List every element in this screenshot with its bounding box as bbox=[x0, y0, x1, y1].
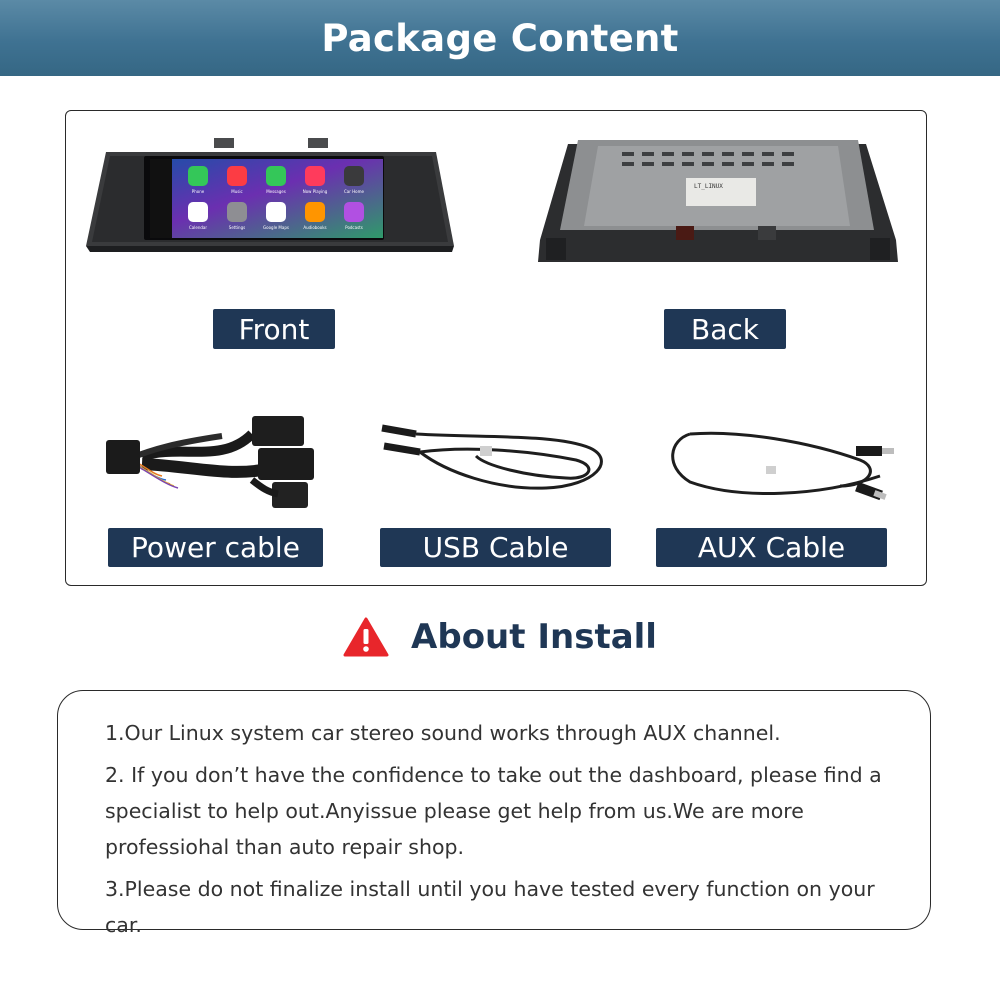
aux-cable-label: AUX Cable bbox=[656, 528, 887, 567]
app-tile-icon bbox=[344, 202, 364, 222]
app-tile-icon bbox=[227, 202, 247, 222]
header-banner bbox=[0, 0, 1000, 76]
app-tile-label: Phone bbox=[191, 189, 205, 194]
app-tile-icon bbox=[266, 166, 286, 186]
page-title: Package Content bbox=[321, 16, 679, 60]
app-tile-label: Podcasts bbox=[345, 225, 363, 230]
power-cable-image bbox=[102, 404, 322, 514]
front-label: Front bbox=[213, 309, 335, 349]
app-tile-label: Settings bbox=[228, 225, 246, 230]
app-tile-icon bbox=[344, 166, 364, 186]
app-tile-label: Car Home bbox=[344, 189, 364, 194]
install-note: 1.Our Linux system car stereo sound works through AUX channel. bbox=[105, 721, 781, 745]
usb-cable-label: USB Cable bbox=[380, 528, 611, 567]
app-tile-label: Music bbox=[231, 189, 243, 194]
app-tile-icon bbox=[305, 166, 325, 186]
back-unit-image bbox=[536, 134, 900, 266]
app-tile-icon bbox=[266, 202, 286, 222]
power-cable-label: Power cable bbox=[108, 528, 323, 567]
back-label: Back bbox=[664, 309, 786, 349]
app-tile-label: Messages bbox=[266, 189, 286, 194]
app-tile-label: Now Playing bbox=[302, 189, 328, 194]
install-note: 2. If you don’t have the confidence to take out the dashboard, please find a specialist to help out.Anyissue please get help from us.We are more professiohal than auto repair shop. bbox=[105, 763, 882, 859]
about-install-title: About Install bbox=[411, 617, 657, 657]
app-tile-icon bbox=[188, 166, 208, 186]
app-tile-label: Google Maps bbox=[263, 225, 289, 230]
back-sticker-text: LT_LINUX bbox=[694, 183, 723, 190]
app-tile-icon bbox=[227, 166, 247, 186]
aux-cable-image bbox=[660, 426, 896, 508]
app-tile-icon bbox=[305, 202, 325, 222]
app-tile-icon bbox=[188, 202, 208, 222]
install-notes-box bbox=[57, 690, 931, 937]
install-note: 3.Please do not finalize install until you have tested every function on your car. bbox=[105, 877, 875, 937]
warning-icon bbox=[343, 617, 389, 657]
about-install-heading bbox=[0, 612, 1000, 662]
front-head-unit-image bbox=[86, 134, 456, 260]
app-tile-label: Audiobooks bbox=[303, 225, 327, 230]
app-tile-label: Calendar bbox=[189, 225, 207, 230]
usb-cable-image bbox=[376, 416, 610, 500]
